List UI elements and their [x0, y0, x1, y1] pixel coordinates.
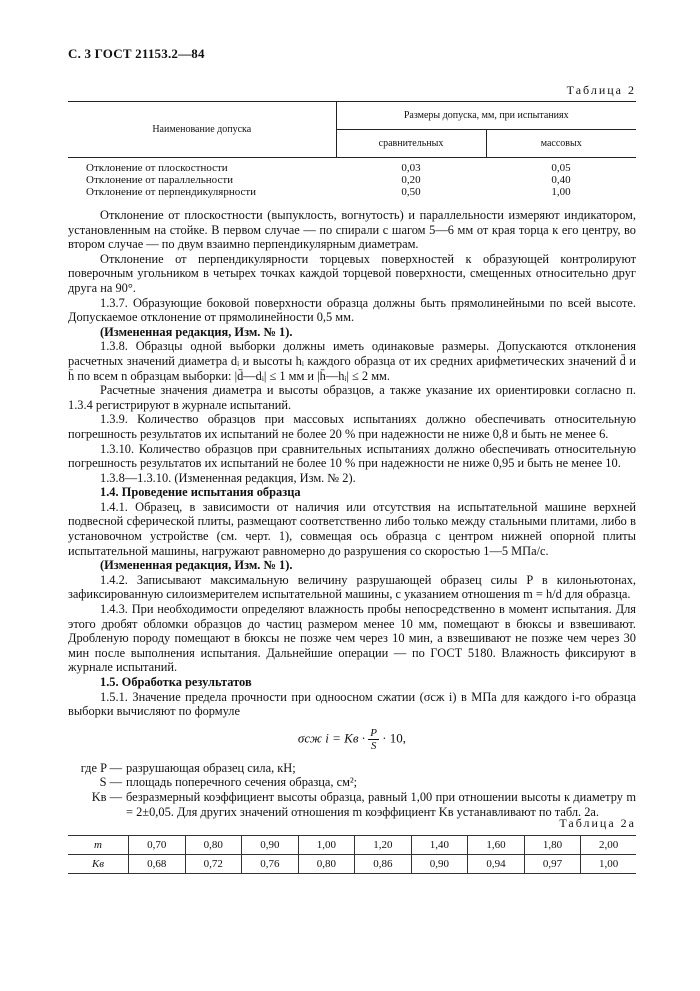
table2a-cell: 0,90: [411, 855, 468, 874]
paragraph: 1.4.3. При необходимости определяют влажность пробы непосредственно в момент испытания. Для этого дробят обломки образцов до частиц размером менее 10 мм, помещают в бюксы и взвешивают. Дробленую породу помещают в бюксы не позже чем через 10 мин, а взвешивают не позже чем через 30 мин после выполнения испытания. Дальнейшие операции — по ГОСТ 5180. Влажность фиксируют в журнале испытаний.: [68, 602, 636, 675]
table2a: [68, 835, 636, 874]
table2a-caption: Таблица 2а: [559, 816, 636, 830]
amendment-note: (Измененная редакция, Изм. № 1).: [100, 558, 293, 573]
table2a-cell: 0,68: [129, 855, 186, 874]
table2-cell: 0,03: [401, 161, 421, 174]
paragraph: 1.4.1. Образец, в зависимости от наличия или отсутствия на испытательной машине верхней подвесной сферической плиты, размещают соответственно либо только между стальными плитами, либо в установочном устройстве (см. черт. 1), совмещая ось образца с центром нижней опорной плиты испытательной машины, нагружают равномерно до разрушения со скоростью 1—5 МПа/с.: [68, 499, 636, 558]
table2a-cell: 1,40: [411, 836, 468, 855]
table-row: [68, 174, 636, 186]
table2-cell: Отклонение от параллельности: [86, 173, 234, 186]
table2a-cell: 1,60: [468, 836, 525, 855]
table-row: [68, 186, 636, 198]
paragraph: Отклонение от перпендикулярности торцевых поверхностей к образующей контролируют поверочным угольником в четырех точках каждой торцевой поверхности, смещенных относительно друг друга на 90°.: [68, 251, 636, 295]
paragraph: 1.3.8. Образцы одной выборки должны иметь одинаковые размеры. Допускаются отклонения расчетных значений диаметра dᵢ и высоты hᵢ каждого образца от их средних арифметических значений d̄ и h̄ по всем n образцам выборки: |d̄—dᵢ| ≤ 1 мм и |h̄—hᵢ| ≤ 2 мм.: [68, 339, 636, 383]
table-row: [68, 855, 636, 874]
table2a-cell: 1,00: [298, 836, 355, 855]
definitions: [68, 761, 636, 819]
definition-text: безразмерный коэффициент высоты образца, равный 1,00 при отношении высоты к диаметру m = 2±0,05. Для других значений отношения m коэффициент Kв устанавливают по табл. 2а.: [126, 789, 636, 819]
paragraph: 1.5.1. Значение предела прочности при одноосном сжатии (σсж i) в МПа для каждого i-го образца выборки вычисляют по формуле: [68, 689, 636, 719]
definition-row: [68, 790, 636, 819]
table2a-cell: 0,94: [468, 855, 525, 874]
table2-col-group: Размеры допуска, мм, при испытаниях: [336, 102, 636, 130]
definition-row: [68, 775, 636, 790]
table2a-cell: 1,20: [355, 836, 412, 855]
table2-col-b: массовых: [486, 130, 636, 158]
table2-caption: Таблица 2: [566, 83, 636, 97]
paragraph: 1.4.2. Записывают максимальную величину разрушающей образец силы P в килоньютонах, зафиксированную силоизмерителем испытательной машины, с указанием отношения m = h/d для образца.: [68, 572, 636, 602]
formula-denominator: S: [370, 739, 377, 752]
table2-cell: 1,00: [551, 185, 571, 198]
amendment-note: (Измененная редакция, Изм. № 1).: [100, 324, 293, 339]
definition-symbol: где P —: [80, 760, 122, 775]
table2-cell: Отклонение от плоскостности: [86, 161, 228, 174]
table-row: [68, 836, 636, 855]
table2a-cell: 1,80: [524, 836, 581, 855]
formula-lhs: σсж i = Kв ·: [297, 730, 365, 746]
section-heading: 1.4. Проведение испытания образца: [100, 485, 301, 500]
table2a-cell: 0,80: [298, 855, 355, 874]
definition-symbol: Kв —: [91, 789, 122, 804]
definition-text: разрушающая образец сила, кН;: [126, 760, 296, 775]
table2a-cell: 1,00: [581, 855, 636, 874]
table2-cell: Отклонение от перпендикулярности: [86, 185, 257, 198]
table2-col-a: сравнительных: [336, 130, 486, 158]
table2a-k-label: Kв: [68, 855, 129, 874]
table2a-cell: 2,00: [581, 836, 636, 855]
table2-cell: 0,05: [551, 161, 571, 174]
page-header: С. 3 ГОСТ 21153.2—84: [68, 46, 205, 61]
formula-fraction: [368, 727, 379, 752]
paragraph: 1.3.7. Образующие боковой поверхности образца должны быть прямолинейными по всей высоте. Допускаемое отклонение от прямолинейности 0,5 мм.: [68, 295, 636, 325]
table2a-cell: 0,72: [185, 855, 242, 874]
paragraph: Отклонение от плоскостности (выпуклость, вогнутость) и параллельности измеряют индикатором, установленным на стойке. В первом случае — по спирали с шагом 5—6 мм от края торца к его центру, во втором случае — по двум взаимно перпендикулярным диаметрам.: [68, 208, 636, 252]
formula: [68, 727, 636, 755]
formula-numerator: P: [370, 726, 377, 739]
definition-row: [68, 761, 636, 776]
table2-cell: 0,50: [401, 185, 421, 198]
table2a-m-label: m: [68, 836, 129, 855]
definition-symbol: S —: [99, 775, 122, 790]
table2a-cell: 0,70: [129, 836, 186, 855]
section-heading: 1.5. Обработка результатов: [100, 675, 252, 689]
table2a-cell: 0,80: [185, 836, 242, 855]
table2-cell: 0,40: [551, 173, 571, 186]
table2: [68, 101, 636, 198]
body-text: [68, 208, 636, 819]
definition-text: площадь поперечного сечения образца, см²;: [126, 775, 358, 790]
formula-rhs: · 10,: [382, 730, 407, 746]
table-row: [68, 162, 636, 174]
table2-cell: 0,20: [401, 173, 421, 186]
table2-col-name: Наименование допуска: [68, 102, 336, 158]
paragraph: 1.3.9. Количество образцов при массовых испытаниях должно обеспечивать относительную погрешность результатов их испытаний не более 20 % при надежности не ниже 0,8 и быть не менее 6.: [68, 412, 636, 441]
paragraph: 1.3.10. Количество образцов при сравнительных испытаниях должно обеспечивать относительную погрешность результатов их испытаний не более 10 % при надежности не ниже 0,95 и быть не менее 10.: [68, 441, 636, 471]
table2a-cell: 0,86: [355, 855, 412, 874]
table2a-cell: 0,76: [242, 855, 299, 874]
table2a-cell: 0,97: [524, 855, 581, 874]
amendment-note: 1.3.8—1.3.10. (Измененная редакция, Изм. № 2).: [100, 470, 356, 485]
paragraph: Расчетные значения диаметра и высоты образцов, а также указание их ориентировки согласно п. 1.3.4 регистрируют в журнале испытаний.: [68, 383, 636, 412]
table2a-cell: 0,90: [242, 836, 299, 855]
